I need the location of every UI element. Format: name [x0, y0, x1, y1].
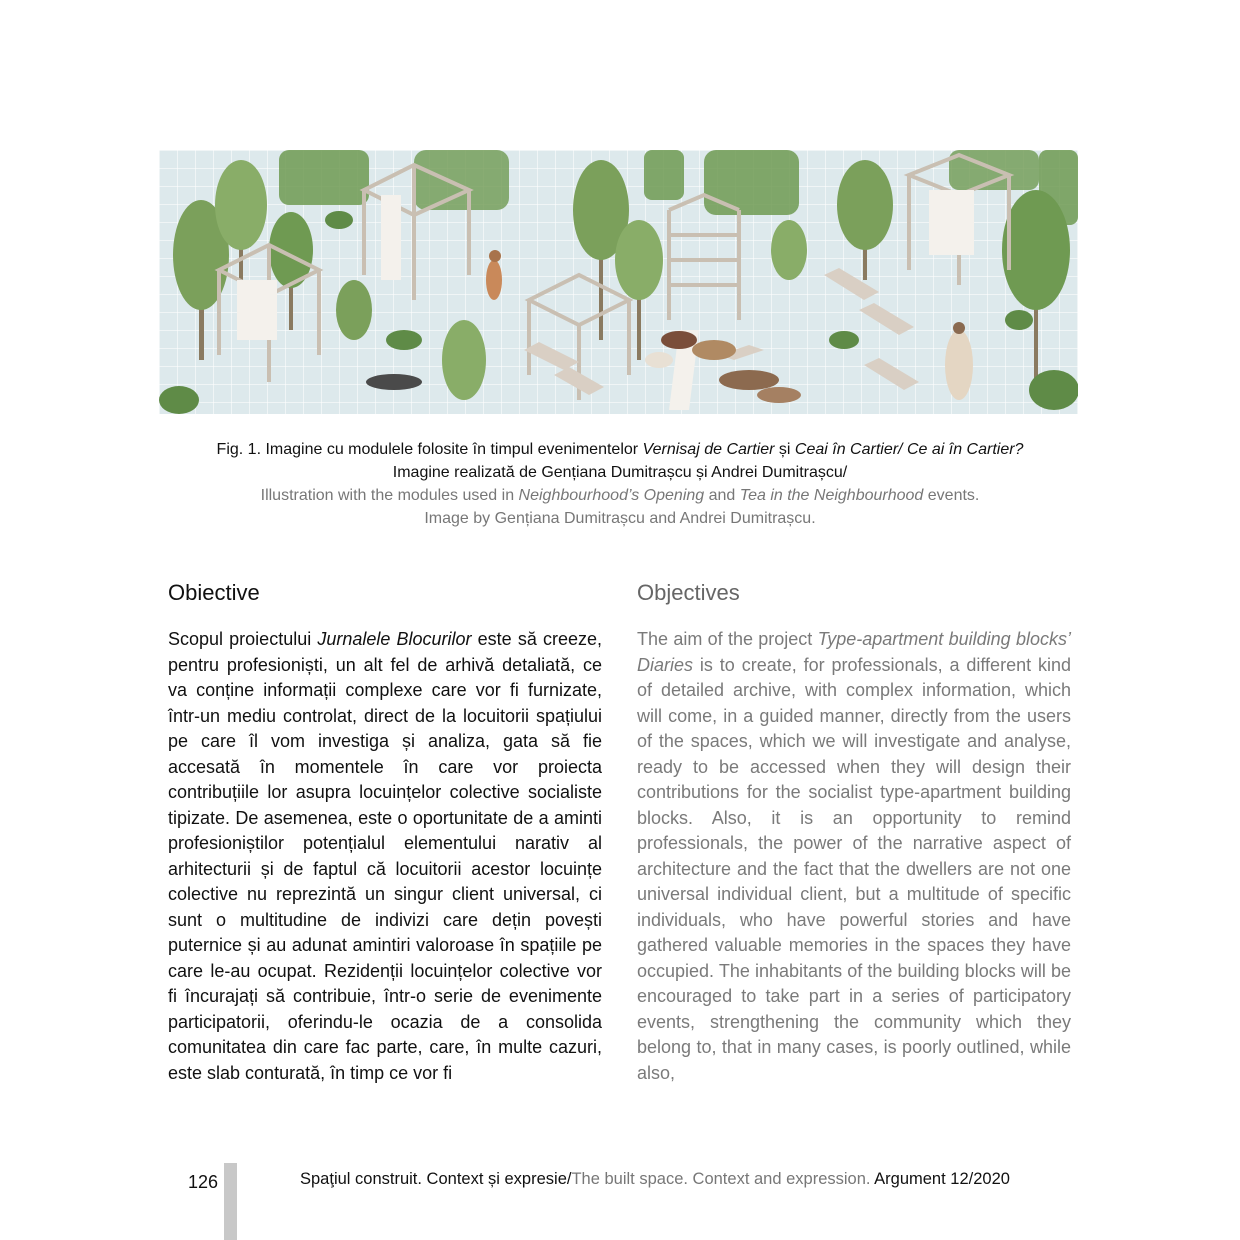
section-heading-en: Objectives [637, 580, 740, 605]
column-romanian [168, 578, 602, 1083]
column-english [637, 578, 1071, 1083]
caption-ro-line-2: Imagine realizată de Gențiana Dumitrașcu și Andrei Dumitrașcu/ [392, 464, 848, 481]
caption-en-line-2: Image by Gențiana Dumitrașcu and Andrei Dumitrașcu. [424, 510, 816, 527]
figure-caption [120, 438, 1120, 530]
benches [524, 268, 919, 395]
running-footer: Spaţiul construit. Context și expresie/The built space. Context and expression. Argument 12/2020 [300, 1170, 1010, 1188]
garden-installation-illustration [159, 150, 1078, 414]
section-heading-ro: Obiective [168, 580, 260, 605]
caption-ro-line-1: Fig. 1. Imagine cu modulele folosite în timpul evenimentelor Vernisaj de Cartier și Ceai în Cartier/ Ce ai în Cartier? [216, 441, 1024, 458]
paragraph-en: The aim of the project Type-apartment building blocks’ Diaries is to create, for professionals, a different kind of detailed archive, with complex information, which will come, in a guided manner, directly from the users of the spaces, which we will investigate and analyse, ready to be accessed when they will design their contributions for the socialist type-apartment building blocks. Also, it is an opportunity to remind professionals, the power of the narrative aspect of architecture and the fact that the dwellers are not one universal individual client, but a multitude of specific individuals, who have powerful stories and have gathered valuable memories in the spaces they have occupied. The inhabitants of the building blocks will be encouraged to take part in a series of participatory events, strengthening the community which they belong to, that in many cases, is poorly outlined, while also, [637, 629, 1071, 1083]
page-number: 126 [188, 1172, 219, 1192]
caption-en-line-1: Illustration with the modules used in Neighbourhood’s Opening and Tea in the Neighbourhood events. [260, 487, 980, 504]
footer-bar [224, 1163, 237, 1240]
paragraph-ro: Scopul proiectului Jurnalele Blocurilor este să creeze, pentru profesioniști, un alt fel de arhivă detaliată, ce va conține informații complexe care vor fi furnizate, într-un mediu controlat, direct de la locuitorii spațiului pe care îl vom investiga și analiza, gata să fie accesată în momentele în care vor proiecta contribuțiile lor asupra locuințelor colective socialiste tipizate. De asemenea, este o oportunitate de a aminti profesioniștilor potențialul elementului narativ al arhitecturii și de faptul că locuitorii acestor locuințe colective nu reprezintă un singur client universal, ci sunt o multitudine de indivizi care dețin povești puternice și au adunat amintiri valoroase în spațiile pe care le-au ocupat. Rezidenții locuințelor colective vor fi încurajați să contribuie, într-o serie de evenimente participatorii, oferindu-le ocazia de a consolida comunitatea din care fac parte, care, în multe cazuri, este slab conturată, în timp ce vor fi [168, 629, 602, 1083]
figure-illustration [159, 150, 1078, 414]
